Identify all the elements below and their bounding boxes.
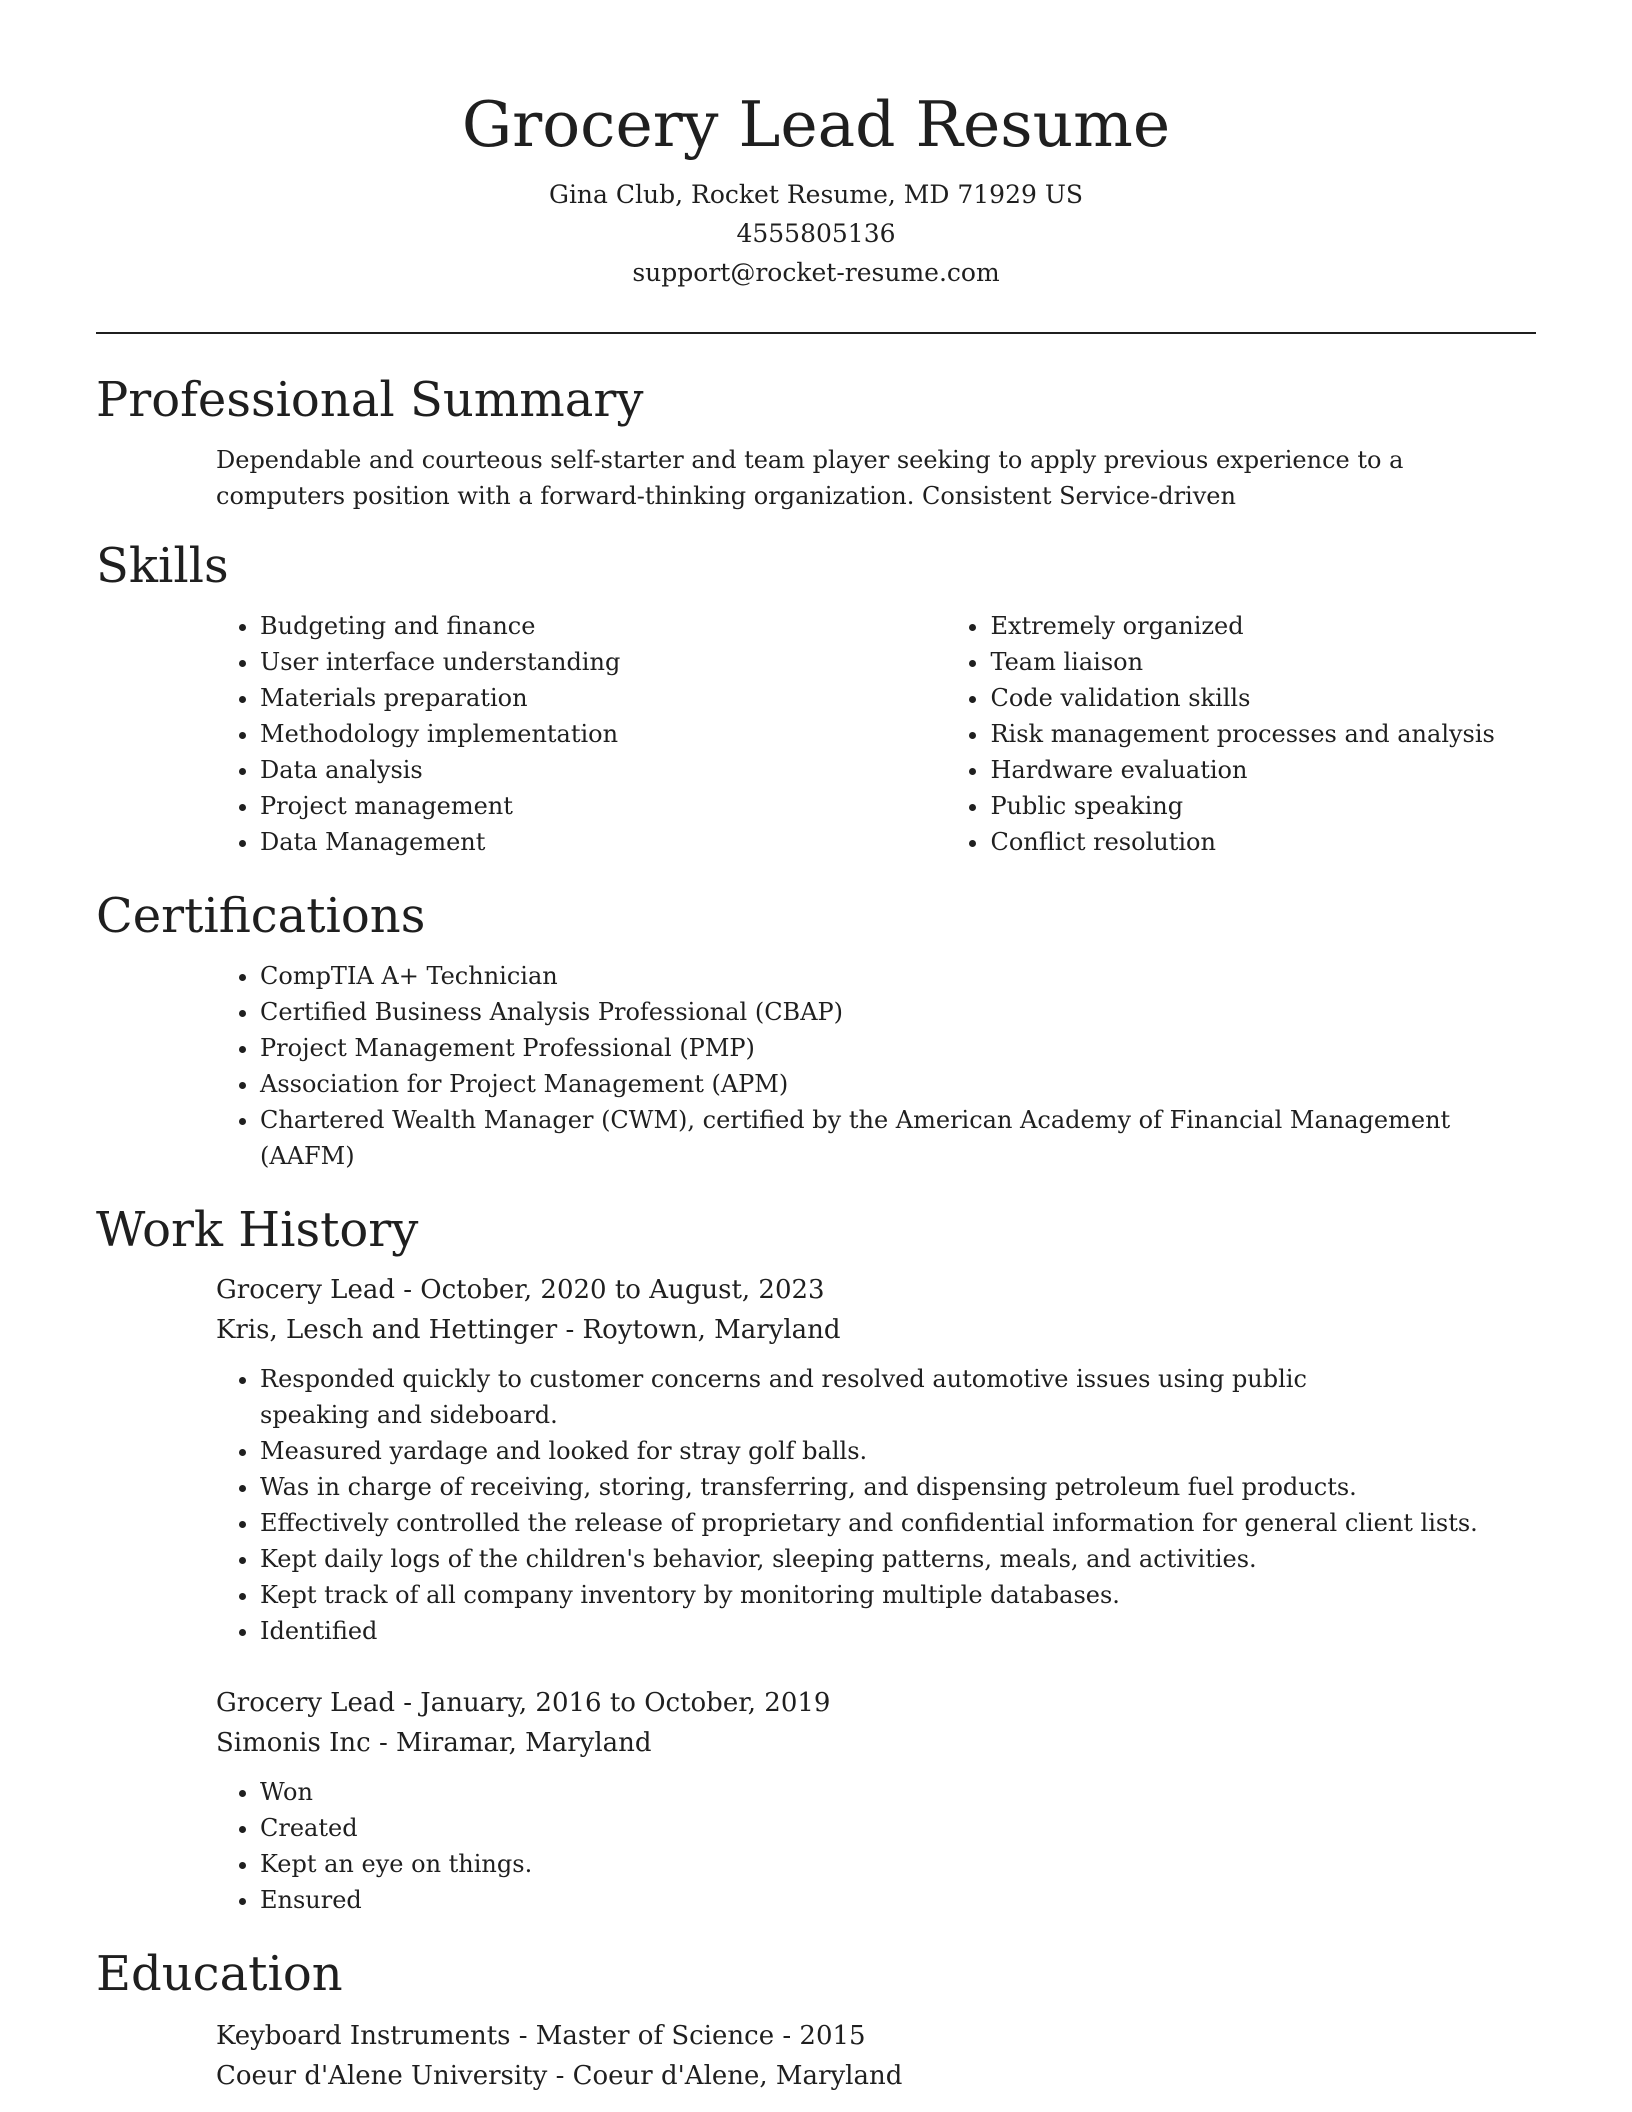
list-item: • Ensured (260, 1882, 1536, 1918)
education-heading: Education (96, 1946, 343, 2002)
list-item: • Measured yardage and looked for stray golf balls. (260, 1433, 1536, 1469)
job-role-line: Grocery Lead - January, 2016 to October, 2019 (216, 1688, 831, 1718)
job-bullets (96, 1361, 1536, 1649)
list-item: • Created (260, 1810, 1536, 1846)
resume-page (96, 0, 1536, 2096)
skills-list-left (96, 608, 826, 860)
certifications-heading: Certifications (96, 888, 426, 944)
list-item: • Chartered Wealth Manager (CWM), certified by the American Academy of Financial Management (AAFM) (260, 1102, 1536, 1174)
job-entry (96, 1270, 1536, 1649)
education-degree-line: Keyboard Instruments - Master of Science - 2015 (216, 2021, 866, 2051)
list-item: • Hardware evaluation (990, 752, 1536, 788)
list-item: • Methodology implementation (260, 716, 826, 752)
job-company-line: Kris, Lesch and Hettinger - Roytown, Maryland (216, 1315, 841, 1345)
list-item: • User interface understanding (260, 644, 826, 680)
contact-phone: 4555805136 (736, 219, 896, 248)
skills-heading: Skills (96, 538, 229, 594)
list-item: • Code validation skills (990, 680, 1536, 716)
education-school-line: Coeur d'Alene University - Coeur d'Alene, Maryland (216, 2061, 903, 2091)
list-item: • Was in charge of receiving, storing, transferring, and dispensing petroleum fuel products. (260, 1469, 1536, 1505)
summary-heading: Professional Summary (96, 372, 644, 428)
job-role-line: Grocery Lead - October, 2020 to August, 2023 (216, 1275, 825, 1305)
contact-email: support@rocket-resume.com (632, 258, 1000, 287)
summary-text: Dependable and courteous self-starter and team player seeking to apply previous experience to a computers position with a forward-thinking organization. Consistent Service-driven (216, 446, 1404, 510)
list-item: • Kept an eye on things. (260, 1846, 1536, 1882)
list-item: • Team liaison (990, 644, 1536, 680)
skills-columns (96, 608, 1536, 860)
header-divider (96, 332, 1536, 334)
list-item: • Kept daily logs of the children's behavior, sleeping patterns, meals, and activities. (260, 1541, 1536, 1577)
list-item: • Project Management Professional (PMP) (260, 1030, 1536, 1066)
list-item: • Budgeting and finance (260, 608, 826, 644)
job-company-line: Simonis Inc - Miramar, Maryland (216, 1728, 652, 1758)
job-bullets (96, 1774, 1536, 1918)
list-item: • Association for Project Management (APM) (260, 1066, 1536, 1102)
contact-block (96, 175, 1536, 292)
list-item: • Data Management (260, 824, 826, 860)
list-item: • Public speaking (990, 788, 1536, 824)
list-item: • Extremely organized (990, 608, 1536, 644)
job-entry (96, 1683, 1536, 1918)
list-item: • Responded quickly to customer concerns and resolved automotive issues using public speaking and sideboard. (260, 1361, 1410, 1433)
list-item: • Identified (260, 1613, 1536, 1649)
list-item: • Risk management processes and analysis (990, 716, 1536, 752)
skills-list-right (826, 608, 1536, 860)
list-item: • Conflict resolution (990, 824, 1536, 860)
education-entry (96, 2016, 1536, 2096)
list-item: • Won (260, 1774, 1536, 1810)
list-item: • Certified Business Analysis Professional (CBAP) (260, 994, 1536, 1030)
list-item: • Effectively controlled the release of proprietary and confidential information for general client lists. (260, 1505, 1536, 1541)
contact-address: Gina Club, Rocket Resume, MD 71929 US (548, 180, 1084, 209)
list-item: • CompTIA A+ Technician (260, 958, 1536, 994)
certifications-list (96, 958, 1536, 1174)
work-history-heading: Work History (96, 1202, 419, 1258)
list-item: • Kept track of all company inventory by monitoring multiple databases. (260, 1577, 1536, 1613)
list-item: • Project management (260, 788, 826, 824)
list-item: • Data analysis (260, 752, 826, 788)
resume-title: Grocery Lead Resume (461, 88, 1171, 161)
list-item: • Materials preparation (260, 680, 826, 716)
